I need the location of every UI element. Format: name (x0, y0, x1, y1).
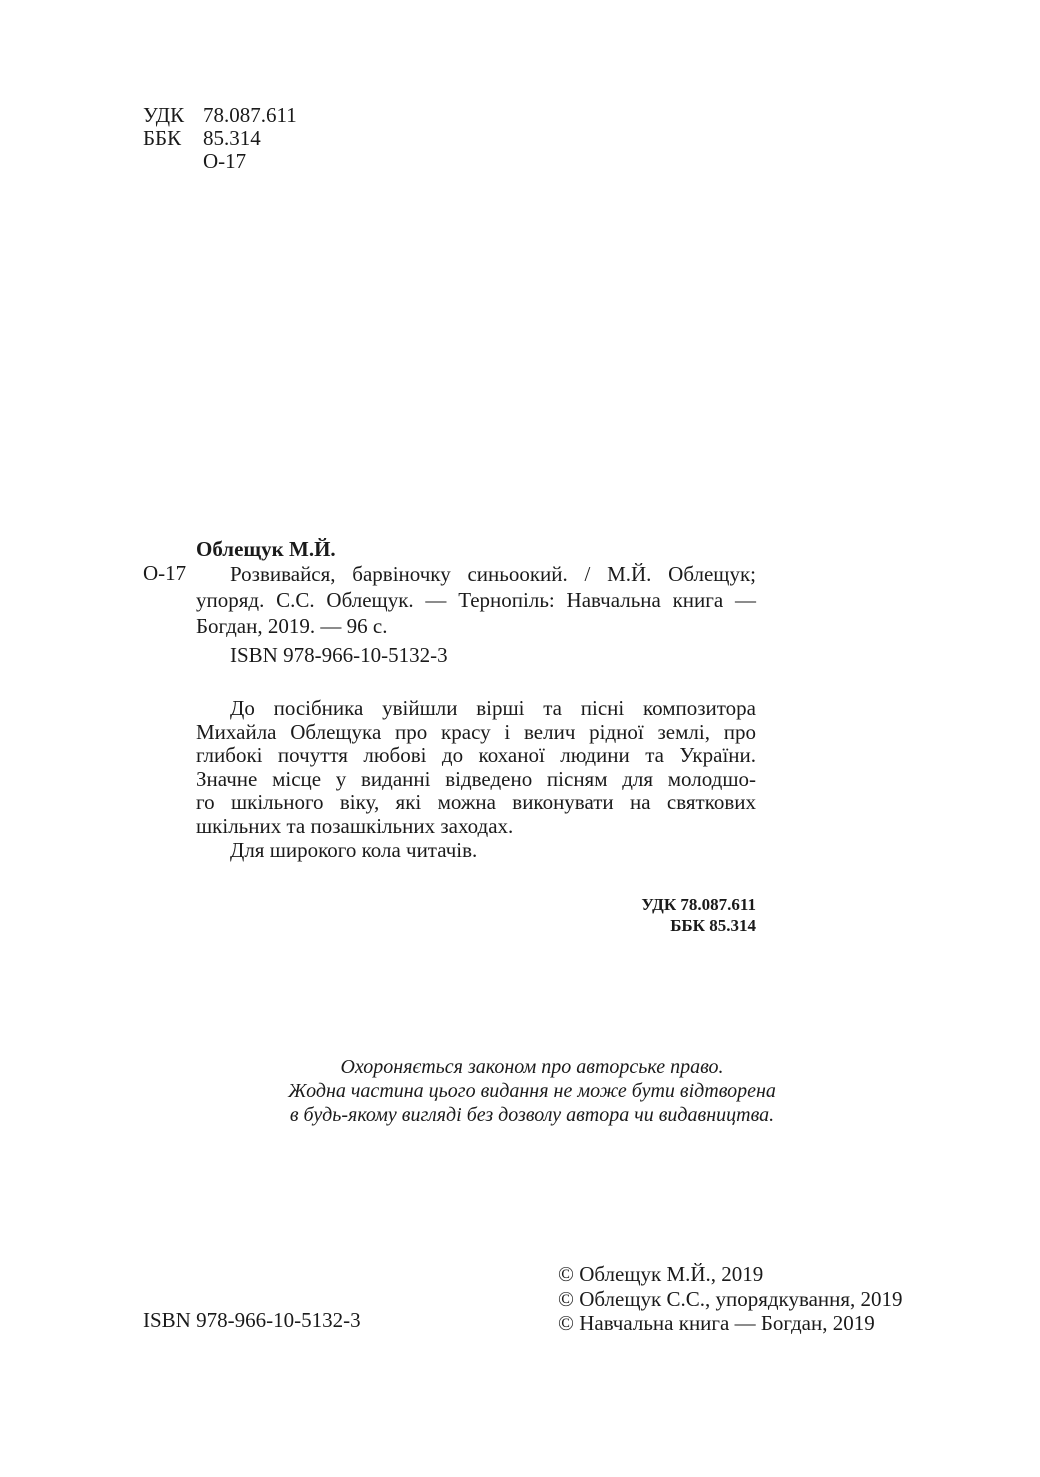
annotation (196, 697, 756, 862)
notice-line: Охороняється законом про авторське право. (340, 1056, 724, 1078)
classification-bottom (641, 894, 756, 936)
copyright-line: © Облещук М.Й., 2019 (558, 1262, 764, 1286)
record-author: Облещук М.Й. (196, 537, 336, 561)
annotation-line: Значне місце у виданні відведено пісням для молодшо- (196, 766, 756, 791)
annotation-line: До посібника увійшли вірші та пісні композитора (230, 696, 756, 720)
udk-label: УДК (143, 103, 185, 127)
record-author-sign: О-17 (143, 561, 187, 585)
copyright-line: © Навчальна книга — Богдан, 2019 (558, 1311, 875, 1335)
bbk-bottom: ББК 85.314 (670, 916, 756, 935)
annotation-line: глибокі почуття любові до коханої людини та України. (196, 743, 756, 768)
record-line: упоряд. С.С. Облещук. — Тернопіль: Навчальна книга — (196, 588, 756, 612)
bbk-label: ББК (143, 126, 182, 150)
isbn-bottom: ISBN 978-966-10-5132-3 (143, 1308, 361, 1332)
notice-line: в будь-якому вигляді без дозволу автора чи видавництва. (289, 1104, 775, 1126)
udk-value: 78.087.611 (203, 103, 297, 127)
udk-bottom: УДК 78.087.611 (641, 895, 756, 914)
annotation-line: Для широкого кола читачів. (230, 837, 478, 862)
annotation-line: го шкільного віку, які можна виконувати на святкових (196, 790, 756, 815)
copyright-list (558, 1262, 903, 1336)
bbk-value: 85.314 (203, 126, 261, 150)
copyright-line: © Облещук С.С., упорядкування, 2019 (558, 1286, 903, 1311)
notice-line: Жодна частина цього видання не може бути відтворена (288, 1080, 776, 1102)
record-line: Розвивайся, барвіночку синьоокий. / М.Й. Облещук; (230, 562, 756, 586)
record-description (196, 561, 756, 639)
record-isbn: ISBN 978-966-10-5132-3 (230, 643, 448, 667)
copyright-notice (200, 1055, 864, 1127)
author-sign-top: О-17 (203, 149, 247, 173)
record-line: Богдан, 2019. — 96 с. (196, 614, 388, 638)
annotation-line: шкільних та позашкільних заходах. (196, 813, 514, 838)
annotation-line: Михайла Облещука про красу і велич рідної землі, про (196, 719, 756, 744)
